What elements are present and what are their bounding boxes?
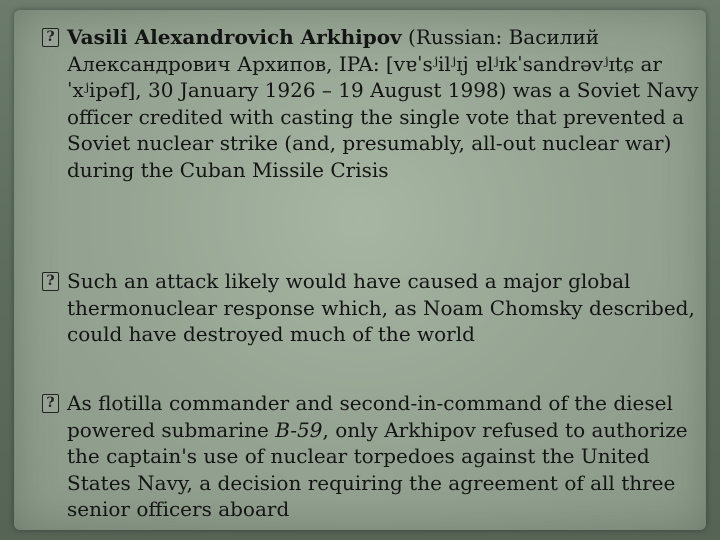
bullet-text: Such an attack likely would have caused a major global thermonuclear response which, as Noam Chomsky described, could have destroyed much of the world [67, 269, 695, 346]
content-panel [14, 10, 706, 530]
bullet-text-after: , only Arkhipov refused to authorize the captain's use of nuclear torpedoes against the United States Navy, a decision requiring the agreement of all three senior officers aboard [67, 417, 688, 521]
bullet-text [44, 390, 708, 523]
bullet-marker-icon: ? [42, 394, 59, 413]
bullet-marker-icon: ? [42, 28, 59, 47]
bullet-marker-icon: ? [42, 272, 59, 291]
bullet-lead-rest: (Russian: Василий Александрович Архипов, IPA: [vɐˈsʲilʲɪj ɐlʲɪkˈsandrəvʲɪtɕ arˈxʲipəf], 30 January 1926 – 19 August 1998) was a Soviet Navy officer credited with casting the single vote that prevented a Soviet nuclear strike (and, presumably, all-out nuclear war) during the Cuban Missile Crisis [67, 25, 699, 182]
bullet-item-arkhipov [44, 24, 708, 183]
bullet-item-attack [44, 268, 708, 348]
bullet-text-before: As flotilla commander and second-in-command of the diesel powered submarine [67, 391, 673, 442]
bullet-text [44, 24, 708, 183]
bullet-lead-bold: Vasili Alexandrovich Arkhipov [67, 25, 402, 49]
submarine-name: B-59 [275, 417, 323, 442]
bullet-item-flotilla [44, 390, 708, 523]
